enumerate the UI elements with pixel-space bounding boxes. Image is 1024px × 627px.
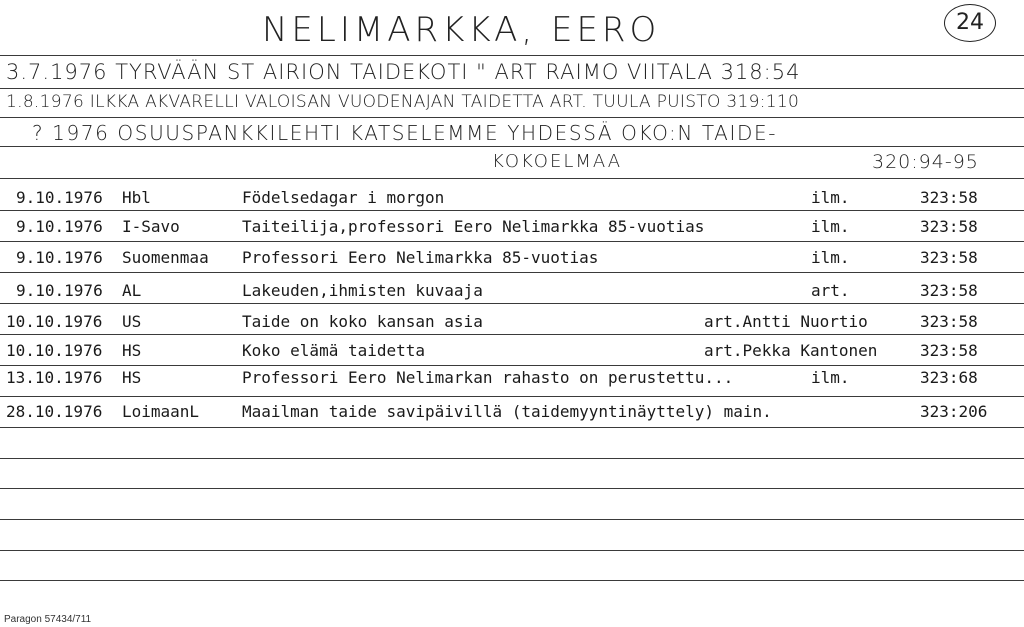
entry-date: 9.10.1976 [16,248,103,267]
entry-source: Hbl [122,188,151,207]
card-footer: Paragon 57434/711 [4,614,92,625]
card-rule [0,88,1024,89]
handwritten-entry-2: 1.8.1976 ILKKA AKVARELLI VALOISAN VUODENAJAN TAIDETTA ART. TUULA PUISTO 319:110 [6,92,800,112]
entry-ref: 323:58 [920,281,978,300]
card-rule [0,458,1024,459]
entry-source: HS [122,368,142,387]
card-rule [0,396,1024,397]
entry-date: 13.10.1976 [6,368,103,387]
entry-ref: 323:68 [920,368,978,387]
entry-date: 10.10.1976 [6,312,103,331]
entry-type: ilm. [811,368,850,387]
entry-source: LoimaanL [122,402,200,421]
entry-source: AL [122,281,142,300]
entry-title: Taide on koko kansan asia [242,312,483,331]
entry-ref: 323:58 [920,248,978,267]
entry-type: art. [811,281,850,300]
card-rule [0,519,1024,520]
card-rule [0,178,1024,179]
card-rule [0,117,1024,118]
handwritten-entry-3-ref: 320:94-95 [872,151,979,173]
entry-ref: 323:58 [920,341,978,360]
entry-title: Födelsedagar i morgon [242,188,445,207]
entry-ref: 323:58 [920,312,978,331]
card-title: NELIMARKKA, EERO [262,10,661,50]
entry-ref: 323:58 [920,217,978,236]
handwritten-entry-3-continued: KOKOELMAA [492,151,623,172]
entry-date: 10.10.1976 [6,341,103,360]
entry-source: US [122,312,142,331]
card-rule [0,365,1024,366]
entry-type: art.Antti Nuortio [704,312,868,331]
card-rule [0,580,1024,581]
card-rule [0,146,1024,147]
card-rule [0,55,1024,56]
entry-type: ilm. [811,217,850,236]
entry-title: Professori Eero Nelimarkka 85-vuotias [242,248,599,267]
card-rule [0,488,1024,489]
entry-date: 28.10.1976 [6,402,103,421]
card-rule [0,210,1024,211]
card-rule [0,427,1024,428]
entry-type: ilm. [811,188,850,207]
card-number: 24 [944,4,996,42]
handwritten-entry-1: 3.7.1976 TYRVÄÄN ST AIRION TAIDEKOTI " ART RAIMO VIITALA 318:54 [6,60,801,84]
card-rule [0,272,1024,273]
entry-source: HS [122,341,142,360]
entry-ref: 323:58 [920,188,978,207]
entry-title: Koko elämä taidetta [242,341,426,360]
entry-title: Lakeuden,ihmisten kuvaaja [242,281,483,300]
entry-source: Suomenmaa [122,248,209,267]
handwritten-entry-3: ? 1976 OSUUSPANKKILEHTI KATSELEMME YHDESSÄ OKO:N TAIDE- [32,121,778,145]
entry-title: Taiteilija,professori Eero Nelimarkka 85-vuotias [242,217,705,236]
entry-title: Professori Eero Nelimarkan rahasto on perustettu... [242,368,734,387]
entry-date: 9.10.1976 [16,281,103,300]
entry-type: ilm. [811,248,850,267]
entry-source: I-Savo [122,217,180,236]
entry-date: 9.10.1976 [16,217,103,236]
entry-type: art.Pekka Kantonen [704,341,878,360]
card-rule [0,550,1024,551]
card-rule [0,334,1024,335]
entry-ref: 323:206 [920,402,988,421]
entry-title: Maailman taide savipäivillä (taidemyyntinäyttely) main. [242,402,772,421]
card-rule [0,303,1024,304]
entry-date: 9.10.1976 [16,188,103,207]
card-rule [0,241,1024,242]
